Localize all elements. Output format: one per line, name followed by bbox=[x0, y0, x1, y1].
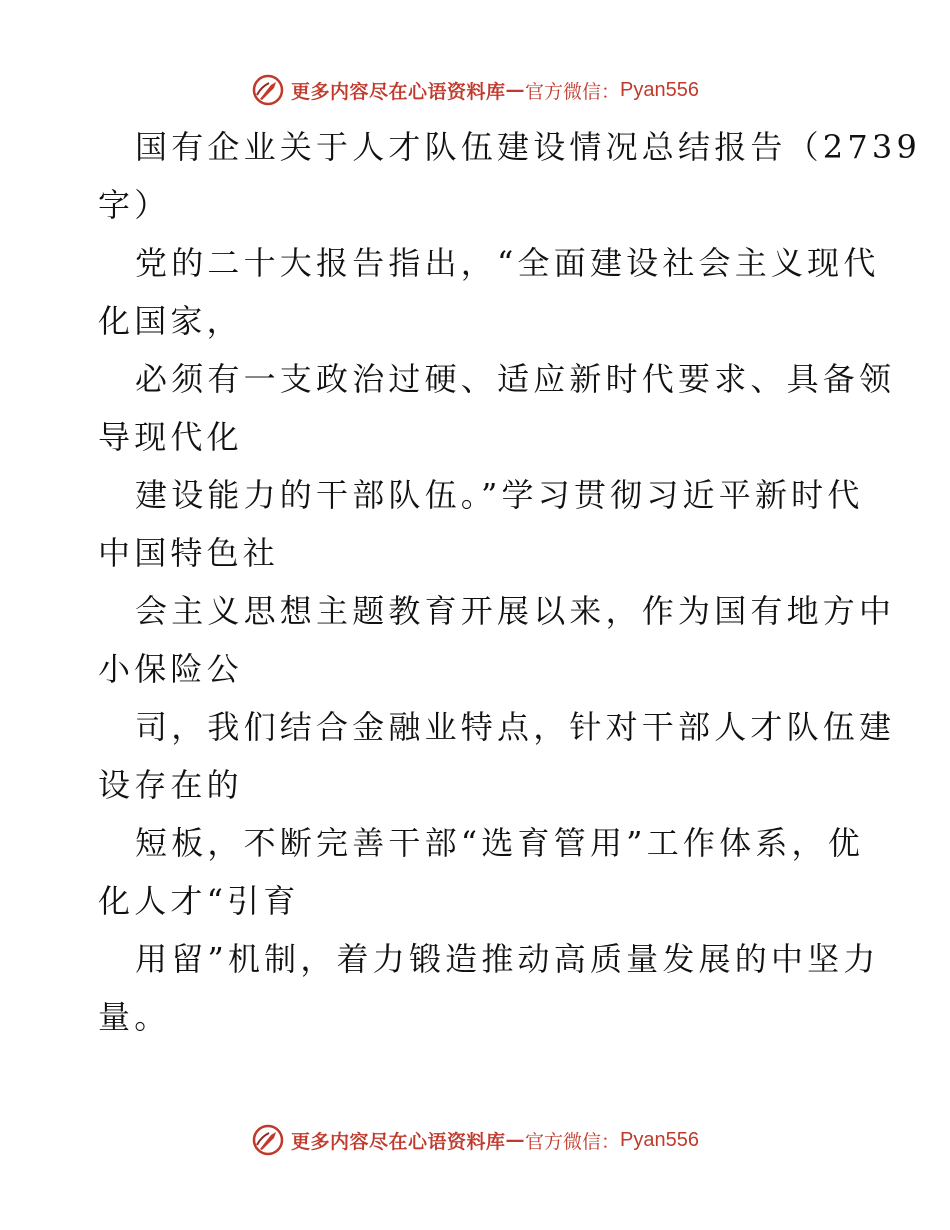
header-wechat-id: Pyan556 bbox=[620, 78, 699, 101]
footer-wechat-label: 官方微信： bbox=[525, 1130, 621, 1153]
body-line: 用留”机制，着力锻造推动高质量发展的中坚力 bbox=[135, 940, 880, 978]
header-wechat-label: 官方微信： bbox=[525, 80, 621, 103]
footer-banner bbox=[0, 1120, 950, 1160]
pen-nib-logo-icon bbox=[251, 73, 285, 107]
body-line: 化人才“引育 bbox=[98, 882, 300, 920]
footer-dash: — bbox=[505, 1129, 526, 1151]
pen-nib-logo-icon bbox=[251, 1123, 285, 1157]
body-line: 小保险公 bbox=[98, 650, 243, 688]
body-line: 国有企业关于人才队伍建设情况总结报告（2739 bbox=[135, 128, 922, 166]
body-line: 会主义思想主题教育开展以来，作为国有地方中 bbox=[135, 592, 896, 630]
body-line: 必须有一支政治过硬、适应新时代要求、具备领 bbox=[135, 360, 896, 398]
header-banner bbox=[0, 70, 950, 110]
header-promo-text: 更多内容尽在心语资料库 bbox=[291, 80, 506, 103]
footer-wechat-id: Pyan556 bbox=[620, 1128, 699, 1151]
body-line: 中国特色社 bbox=[98, 534, 280, 572]
body-line: 建设能力的干部队伍。”学习贯彻习近平新时代 bbox=[135, 476, 864, 514]
body-line: 导现代化 bbox=[98, 418, 243, 456]
body-line: 化国家， bbox=[98, 302, 243, 340]
document-body bbox=[98, 118, 922, 1046]
body-line: 设存在的 bbox=[98, 766, 243, 804]
header-dash: — bbox=[505, 79, 526, 101]
body-line: 字） bbox=[98, 186, 171, 224]
body-line: 量。 bbox=[98, 998, 171, 1036]
body-line: 党的二十大报告指出，“全面建设社会主义现代 bbox=[135, 244, 880, 282]
body-line: 司，我们结合金融业特点，针对干部人才队伍建 bbox=[135, 708, 896, 746]
footer-promo-text: 更多内容尽在心语资料库 bbox=[291, 1130, 506, 1153]
body-line: 短板，不断完善干部“选育管用”工作体系，优 bbox=[135, 824, 864, 862]
